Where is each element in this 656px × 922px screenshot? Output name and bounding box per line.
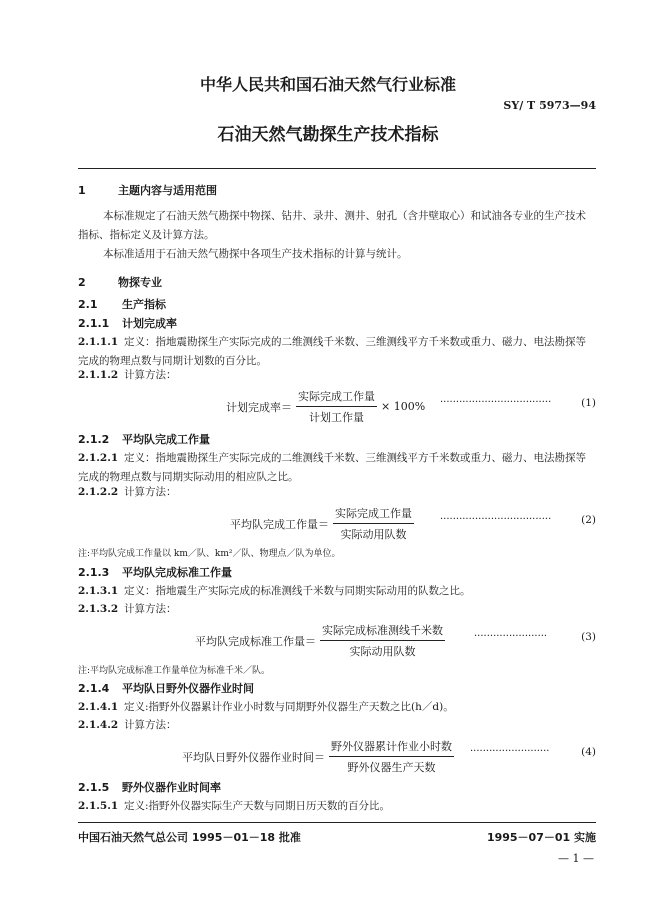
section-2-1-3-heading <box>78 563 596 582</box>
standard-code: SY/ T 5973—94 <box>503 99 596 112</box>
fraction <box>333 505 414 542</box>
section-number: 1 <box>78 184 86 197</box>
clause-number: 2.1.2.2 <box>78 486 119 498</box>
page-number: — 1 — <box>558 852 594 865</box>
section-number: 2.1.1 <box>78 317 110 330</box>
formula-number: (4) <box>581 746 596 758</box>
section-number: 2.1.3 <box>78 566 110 579</box>
formula-leader-dots: ······················· <box>474 631 548 642</box>
formula-number: (2) <box>581 514 596 526</box>
org-title: 中华人民共和国石油天然气行业标准 <box>199 75 456 94</box>
calc-label: 计算方法： <box>124 369 177 381</box>
section-2-1-4-heading <box>78 679 596 698</box>
formula-lhs: 平均队完成标准工作量＝ <box>195 634 316 648</box>
section-title: 野外仪器作业时间率 <box>122 781 221 794</box>
calc-method-2-1-2-2 <box>78 483 596 502</box>
fraction <box>329 738 454 775</box>
section-number: 2.1.4 <box>78 682 110 695</box>
note-2-1-3: 注:平均队完成标准工作量单位为标准千米／队。 <box>78 666 271 676</box>
definition-text: 定义：指地震生产实际完成的标准测线千米数与同期实际动用的队数之比。 <box>124 585 471 597</box>
clause-number: 2.1.4.2 <box>78 719 119 731</box>
formula-number: (1) <box>581 397 596 409</box>
calc-label: 计算方法： <box>124 603 177 615</box>
formula-lhs: 平均队日野外仪器作业时间＝ <box>182 750 325 764</box>
section-title: 平均队日野外仪器作业时间 <box>122 682 254 695</box>
definition-text: 定义:指野外仪器累计作业小时数与同期野外仪器生产天数之比(h／d)。 <box>124 701 454 713</box>
definition-text: 定义：指地震勘探生产实际完成的二维测线千米数、三维测线平方千米数或重力、磁力、电法勘探等完成的物理点数与同期计划数的百分比。 <box>78 336 586 367</box>
denominator: 实际动用队数 <box>349 645 416 658</box>
approval-statement: 中国石油天然气总公司 1995－01－18 批准 <box>78 831 301 844</box>
formula-2 <box>230 505 418 542</box>
fraction <box>296 388 377 425</box>
formula-3 <box>195 622 449 659</box>
clause-number: 2.1.2.1 <box>78 452 119 464</box>
numerator: 实际完成标准测线千米数 <box>320 622 445 641</box>
section-2-1-5-heading <box>78 778 596 797</box>
formula-leader-dots: ··································· <box>440 397 552 408</box>
section-title: 平均队完成标准工作量 <box>122 566 232 579</box>
calc-label: 计算方法： <box>124 486 177 498</box>
section-2-1-heading <box>78 295 596 314</box>
formula-4 <box>182 738 458 775</box>
section-2-1-2-heading <box>78 430 596 449</box>
section-1-paragraph-2: 本标准适用于石油天然气勘探中各项生产技术指标的计算与统计。 <box>103 248 408 260</box>
section-title: 生产指标 <box>122 298 166 311</box>
section-title: 物探专业 <box>118 276 162 289</box>
numerator: 实际完成工作量 <box>333 505 414 524</box>
denominator: 实际动用队数 <box>340 528 407 541</box>
section-title: 平均队完成工作量 <box>122 433 210 446</box>
numerator: 野外仪器累计作业小时数 <box>329 738 454 757</box>
clause-number: 2.1.5.1 <box>78 800 119 812</box>
section-2-1-1-heading <box>78 314 596 333</box>
definition-2-1-2-1 <box>78 449 596 487</box>
implementation-date: 1995－07－01 实施 <box>486 831 596 844</box>
definition-2-1-4-1 <box>78 698 596 717</box>
clause-number: 2.1.4.1 <box>78 701 119 713</box>
denominator: 计划工作量 <box>309 411 364 424</box>
definition-text: 定义:指野外仪器实际生产天数与同期日历天数的百分比。 <box>124 800 391 812</box>
section-number: 2.1.2 <box>78 433 110 446</box>
section-number: 2 <box>78 276 86 289</box>
definition-2-1-5-1 <box>78 797 596 816</box>
note-2-1-2: 注:平均队完成工作量以 km／队、km²／队、物理点／队为单位。 <box>78 549 341 559</box>
section-2-heading <box>78 273 596 292</box>
clause-number: 2.1.3.2 <box>78 603 119 615</box>
numerator: 实际完成工作量 <box>296 388 377 407</box>
definition-2-1-3-1 <box>78 582 596 601</box>
section-number: 2.1 <box>78 298 98 311</box>
clause-number: 2.1.3.1 <box>78 585 119 597</box>
section-title: 计划完成率 <box>122 317 177 330</box>
formula-tail: × 100% <box>381 400 426 413</box>
clause-number: 2.1.1.2 <box>78 369 119 381</box>
calc-method-2-1-4-2 <box>78 716 596 735</box>
definition-text: 定义：指地震勘探生产实际完成的二维测线千米数、三维测线平方千米数或重力、磁力、电法勘探等完成的物理点数与同期实际动用的相应队之比。 <box>78 452 586 483</box>
calc-label: 计算方法： <box>124 719 177 731</box>
section-title: 主题内容与适用范围 <box>118 184 217 197</box>
section-1-paragraph-1: 本标准规定了石油天然气勘探中物探、钻井、录井、测井、射孔（含井壁取心）和试油各专业的生产技术指标、指标定义及计算方法。 <box>78 210 586 241</box>
denominator: 野外仪器生产天数 <box>347 761 436 774</box>
formula-leader-dots: ························· <box>470 746 550 757</box>
header-rule <box>78 168 596 169</box>
footer-rule <box>78 822 596 823</box>
fraction <box>320 622 445 659</box>
formula-number: (3) <box>581 631 596 643</box>
document-title: 石油天然气勘探生产技术指标 <box>217 125 439 145</box>
calc-method-2-1-3-2 <box>78 600 596 619</box>
section-number: 2.1.5 <box>78 781 110 794</box>
section-1-heading <box>78 181 596 200</box>
formula-lhs: 平均队完成工作量＝ <box>230 517 329 531</box>
calc-method-2-1-1-2 <box>78 366 596 385</box>
clause-number: 2.1.1.1 <box>78 336 119 348</box>
formula-lhs: 计划完成率＝ <box>226 400 292 414</box>
formula-1 <box>226 388 425 425</box>
formula-leader-dots: ··································· <box>440 514 552 525</box>
